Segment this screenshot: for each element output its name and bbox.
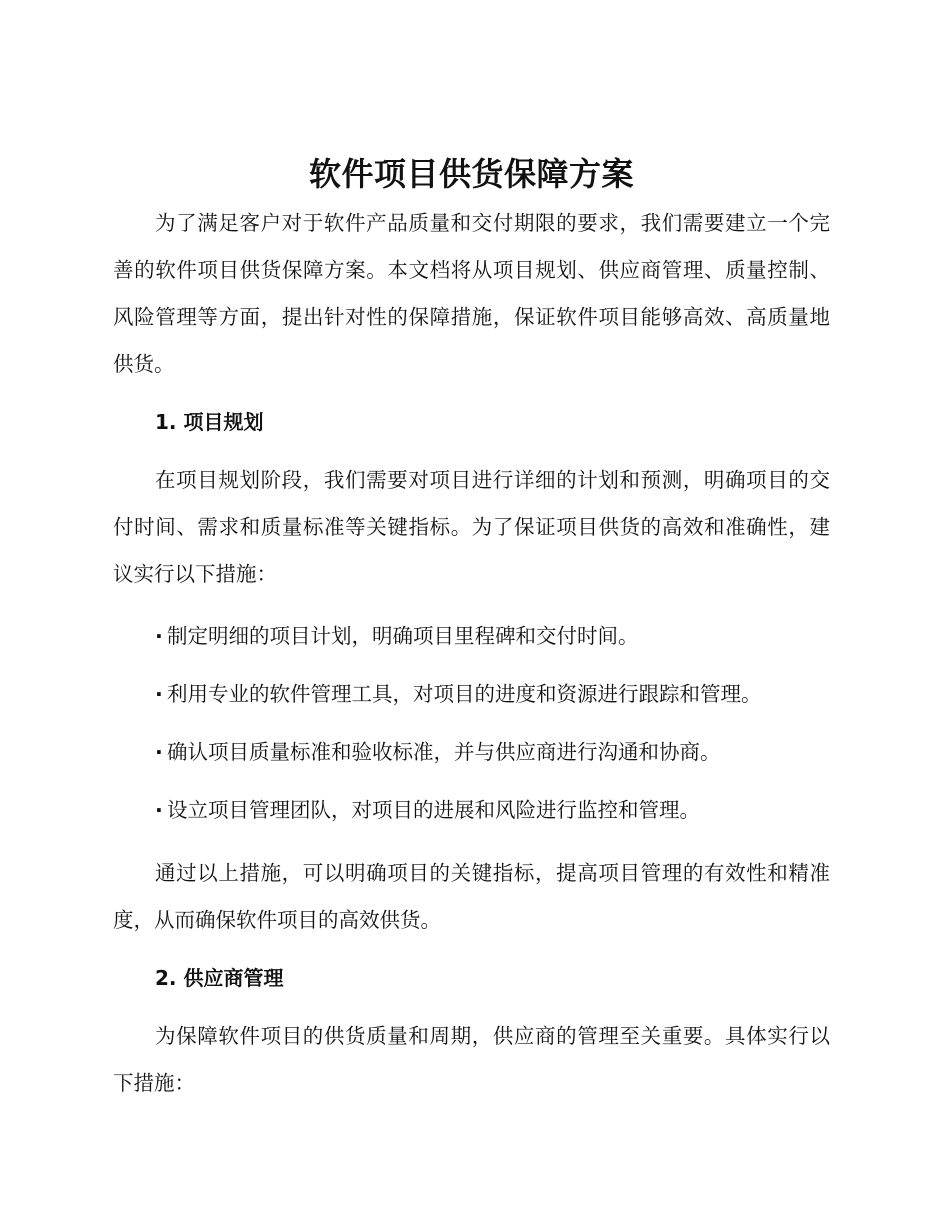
list-item-text: 制定明细的项目计划，明确项目里程碑和交付时间。 [167,624,639,648]
bullet-dot-icon: · [155,624,163,648]
project-planning-conclusion: 通过以上措施，可以明确项目的关键指标，提高项目管理的有效性和精准度，从而确保软件项目的高效供货。 [113,861,830,932]
list-item-text: 设立项目管理团队，对项目的进展和风险进行监控和管理。 [167,798,700,822]
project-planning-paragraph: 在项目规划阶段，我们需要对项目进行详细的计划和预测，明确项目的交付时间、需求和质量标准等关键指标。为了保证项目供货的高效和准确性，建议实行以下措施： [113,468,830,586]
list-item [155,781,830,839]
supplier-management-paragraph: 为保障软件项目的供货质量和周期，供应商的管理至关重要。具体实行以下措施： [113,1024,830,1095]
section-heading-supplier-management: 2. 供应商管理 [155,966,284,990]
bullet-dot-icon: · [155,740,163,764]
list-item [155,665,830,723]
list-item-text: 利用专业的软件管理工具，对项目的进度和资源进行跟踪和管理。 [167,682,762,706]
intro-paragraph: 为了满足客户对于软件产品质量和交付期限的要求，我们需要建立一个完善的软件项目供货保障方案。本文档将从项目规划、供应商管理、质量控制、风险管理等方面，提出针对性的保障措施，保证软件项目能够高效、高质量地供货。 [113,211,830,376]
document-title: 软件项目供货保障方案 [308,155,634,193]
list-item [155,723,830,781]
section-heading-project-planning: 1. 项目规划 [155,410,264,434]
list-item [155,607,830,665]
project-planning-measures-list [113,607,830,839]
bullet-dot-icon: · [155,682,163,706]
bullet-dot-icon: · [155,798,163,822]
list-item-text: 确认项目质量标准和验收标准，并与供应商进行沟通和协商。 [167,740,721,764]
